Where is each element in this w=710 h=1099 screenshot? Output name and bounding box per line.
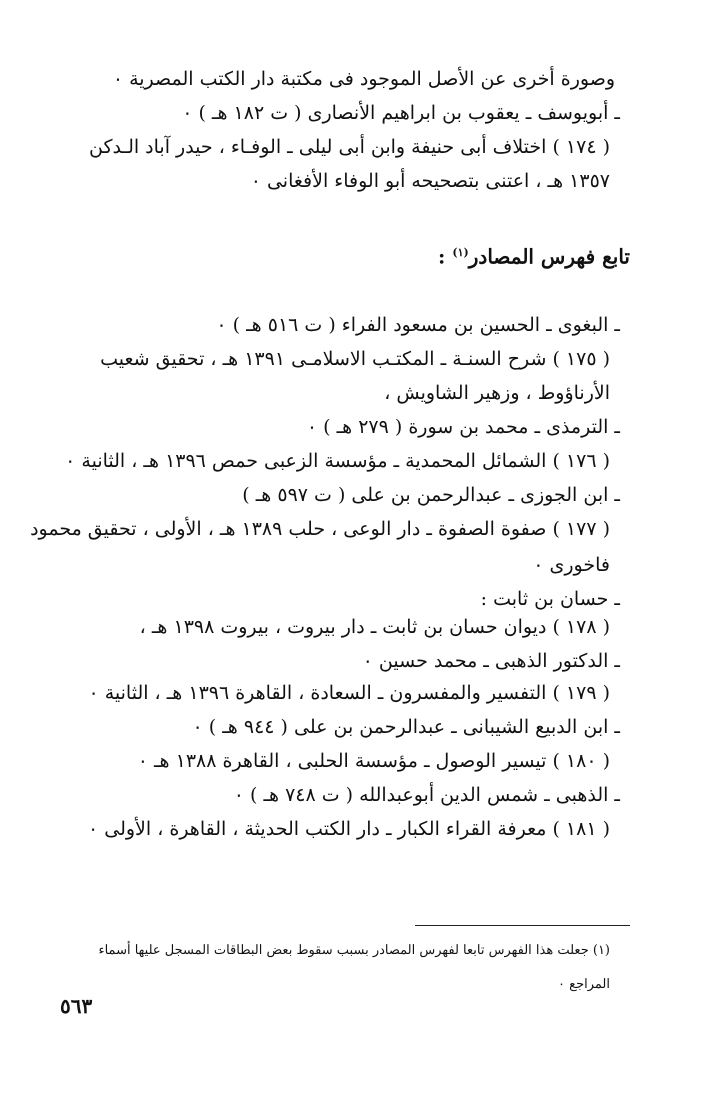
entry-line-1: ـ البغوى ـ الحسين بن مسعود الفراء ( ت ٥١٦ هـ ) ٠: [216, 314, 620, 336]
footnote-divider: [415, 925, 630, 926]
footnote-marker: (١): [452, 246, 469, 259]
intro-line-1: وصورة أخرى عن الأصل الموجود فى مكتبة دار الكتب المصرية ٠: [112, 68, 615, 90]
intro-line-4: ١٣٥٧ هـ ، اعتنى بتصحيحه أبو الوفاء الأفغانى ٠: [250, 170, 610, 192]
footnote-line-1: (١) جعلت هذا الفهرس تابعا لفهرس المصادر بسبب سقوط بعض البطاقات المسجل عليها أسماء: [98, 943, 610, 958]
entry-line-12: ( ١٧٩ ) التفسير والمفسرون ـ السعادة ، القاهرة ١٣٩٦ هـ ، الثانية ٠: [88, 682, 610, 704]
entry-line-11: ـ الدكتور الذهبى ـ محمد حسين ٠: [362, 650, 620, 672]
page-number: ٥٦٣: [60, 994, 93, 1018]
entry-line-4: ـ الترمذى ـ محمد بن سورة ( ٢٧٩ هـ ) ٠: [306, 416, 620, 438]
intro-line-2: ـ أبويوسف ـ يعقوب بن ابراهيم الأنصارى ( ت ١٨٢ هـ ) ٠: [182, 102, 620, 124]
entry-line-10: ( ١٧٨ ) ديوان حسان بن ثابت ـ دار بيروت ، بيروت ١٣٩٨ هـ ،: [139, 616, 610, 638]
intro-line-3: ( ١٧٤ ) اختلاف أبى حنيفة وابن أبى ليلى ـ الوفـاء ، حيدر آباد الـدكن: [89, 136, 610, 158]
entry-line-14: ( ١٨٠ ) تيسير الوصول ـ مؤسسة الحلبى ، القاهرة ١٣٨٨ هـ ٠: [137, 750, 610, 772]
entry-line-7: ( ١٧٧ ) صفوة الصفوة ـ دار الوعى ، حلب ١٣٨٩ هـ ، الأولى ، تحقيق محمود: [30, 518, 610, 540]
entry-line-8: فاخورى ٠: [533, 554, 610, 576]
entry-line-3: الأرناؤوط ، وزهير الشاويش ،: [384, 382, 610, 404]
entry-line-6: ـ ابن الجوزى ـ عبدالرحمن بن على ( ت ٥٩٧ هـ ): [242, 484, 620, 506]
entry-line-5: ( ١٧٦ ) الشمائل المحمدية ـ مؤسسة الزعبى حمص ١٣٩٦ هـ ، الثانية ٠: [65, 450, 610, 472]
entry-line-16: ( ١٨١ ) معرفة القراء الكبار ـ دار الكتب الحديثة ، القاهرة ، الأولى ٠: [87, 818, 610, 840]
entry-line-2: ( ١٧٥ ) شرح السنـة ـ المكتـب الاسلامـى ١٣٩١ هـ ، تحقيق شعيب: [100, 348, 610, 370]
section-heading-text: تابع فهرس المصادر: [468, 244, 630, 269]
entry-line-13: ـ ابن الدبيع الشيبانى ـ عبدالرحمن بن على ( ٩٤٤ هـ ) ٠: [192, 716, 620, 738]
section-heading-colon: :: [438, 244, 453, 269]
entry-line-9: ـ حسان بن ثابت :: [480, 588, 620, 610]
entry-line-15: ـ الذهبى ـ شمس الدين أبوعبدالله ( ت ٧٤٨ هـ ) ٠: [233, 784, 620, 806]
footnote-line-2: المراجع ٠: [558, 977, 610, 992]
section-heading: [438, 240, 630, 270]
